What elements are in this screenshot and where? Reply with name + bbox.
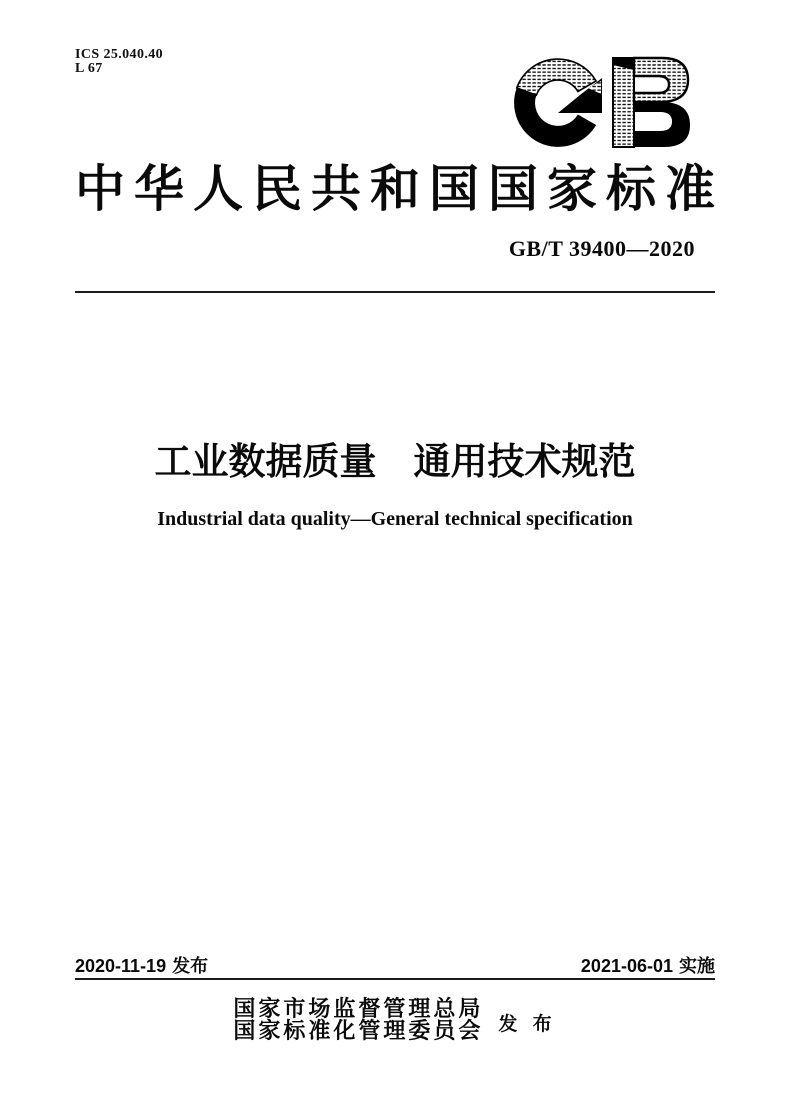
standard-number: GB/T 39400—2020 [508,236,695,261]
implement-date: 2021-06-01 [580,956,673,976]
issue-label: 发布 [172,956,209,976]
top-rule-divider [75,291,715,293]
national-standard-header: 中华人民共和国国家标准 [75,161,715,217]
implement-date-group [581,952,715,978]
standard-title-en: Industrial data quality—General technical specification [157,508,633,530]
standard-title-cn: 工业数据质量 通用技术规范 [154,441,636,482]
gb-logo-icon [512,56,690,149]
date-row [75,952,715,978]
ics-code: ICS 25.040.40 [75,47,164,62]
issue-date: 2020-11-19 [75,956,167,976]
publisher-name-1: 国家市场监督管理总局 [233,996,484,1021]
publisher-names [233,998,483,1042]
publish-label: 发 布 [498,1013,557,1035]
bottom-rule-divider [75,978,715,980]
issue-date-group [75,952,208,978]
publisher-name-2: 国家标准化管理委员会 [233,1018,484,1043]
classification-code: L 67 [75,61,103,76]
publisher-block [0,998,790,1042]
implement-label: 实施 [679,956,715,976]
ics-block [75,48,163,76]
